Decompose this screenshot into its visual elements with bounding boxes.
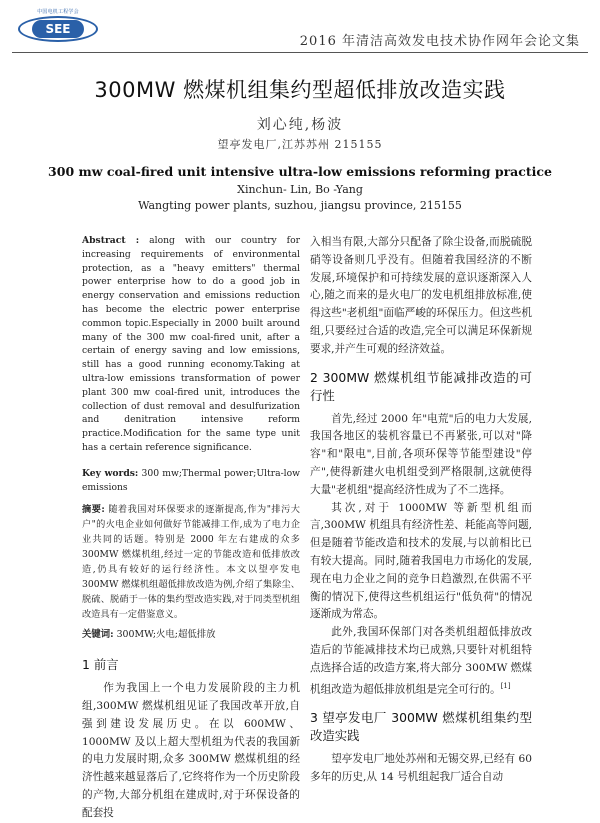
paper-title-cn: 300MW 燃煤机组集约型超低排放改造实践 bbox=[94, 78, 506, 102]
section-2-paragraph-2: 其次,对于 1000MW 等新型机组而言,300MW 机组具有经济性差、耗能高等问题,但是随着节能改造和技术的发展,与以前相比已有较大提高。同时,随着我国电力市场化的发展,现在电力企业之间的竞争日趋激烈,在供需不平衡的情况下,使得这些机组运行"低负荷"的情况逐渐成为常态。 bbox=[310, 501, 532, 621]
keywords-cn bbox=[82, 628, 300, 642]
section-2-paragraph-3-text: 此外,我国环保部门对各类机组超低排放改造后的节能减排技术均已成熟,只要针对机组特点选择合适的改造方案,将大部分 300MW 燃煤机组改造为超低排放机组是完全可行的。 bbox=[310, 626, 532, 696]
section-1-paragraph-continued: 入相当有限,大部分只配备了除尘设备,而脱硫脱硝等设备则几乎没有。但随着我国经济的不断发展,环境保护和可持续发展的意识逐渐深入人心,随之而来的是火电厂的发电机组排放标准,使得这些"老机组"面临严峻的环保压力。但这些机组,只要经过合适的改造,完全可以满足环保新规要求,并产生可观的经济效益。 bbox=[310, 236, 532, 355]
section-1-heading: 1 前言 bbox=[82, 657, 119, 673]
section-1-paragraph: 作为我国上一个电力发展阶段的主力机组,300MW 燃煤机组见证了我国改革开放,自强到建设发展历史。在以 600MW、1000MW 及以上超大型机组为代表的我国新的电力发展时期,众多 300MW 燃煤机组的经济性越来越显落后了,它终将作为一个历史阶段的产物,大部分机组在建成时,对于环保设备的配套投 bbox=[82, 682, 300, 819]
running-title: 2016 年清洁高效发电技术协作网年会论文集 bbox=[299, 34, 580, 49]
csee-logo bbox=[12, 8, 104, 46]
keywords-en bbox=[82, 467, 300, 495]
header-divider bbox=[12, 52, 588, 53]
affiliation-en: Wangting power plants, suzhou, jiangsu province, 215155 bbox=[138, 199, 462, 212]
abstract-en-text: along with our country for increasing requirements of environmental protection, as a "heavy emitters" thermal power enterprise how to do a good job in energy conservation and emissions reduction has become the electric power enterprise common topic.Especially in 2000 built around many of the 300 mw coal-fired unit, after a certain of energy saving and low emissions, still has a good running economy.Taking at ultra-low emissions transformation of power plant 300 mw coal-fired unit, introduces the collection of dust removal and desulfurization and denitration intensive reform practice.Modification for the same type unit has a certain reference significance. bbox=[82, 235, 300, 453]
citation-mark: [1] bbox=[500, 681, 511, 690]
section-2-heading: 2 300MW 燃煤机组节能减排改造的可行性 bbox=[310, 369, 532, 403]
abstract-cn-label: 摘要: bbox=[82, 504, 105, 516]
affiliation-cn: 望亭发电厂,江苏苏州 215155 bbox=[217, 138, 383, 151]
abstract-cn bbox=[82, 502, 300, 622]
abstract-en-label: Abstract : bbox=[82, 235, 140, 246]
authors-en: Xinchun- Lin, Bo -Yang bbox=[237, 183, 363, 196]
keywords-en-text: 300 mw;Thermal power;Ultra-low emissions bbox=[82, 467, 301, 493]
authors-cn: 刘心纯,杨波 bbox=[256, 117, 344, 133]
logo-caption: 中国电机工程学会 bbox=[37, 9, 79, 15]
section-3-paragraph: 望亭发电厂地处苏州和无锡交界,已经有 60 多年的历史,从 14 号机组起我厂适合自动 bbox=[310, 752, 532, 783]
paper-title-en: 300 mw coal-fired unit intensive ultra-low emissions reforming practice bbox=[48, 164, 552, 179]
section-2-paragraph-3 bbox=[310, 624, 532, 699]
right-column bbox=[310, 234, 532, 786]
page-header bbox=[0, 0, 600, 64]
left-column bbox=[82, 234, 300, 823]
keywords-cn-label: 关键词: bbox=[82, 629, 114, 641]
keywords-en-label: Key words: bbox=[82, 467, 139, 479]
logo-text: SEE bbox=[32, 20, 84, 38]
abstract-cn-text: 随着我国对环保要求的逐渐提高,作为"排污大户"的火电企业如何做好节能减排工作,成为了电力企业共同的话题。特别是 2000 年左右建成的众多 300MW 燃煤机组,经过一定的节能改造和低排放改造,仍具有较好的运行经济性。本文以望亭发电 300MW 燃煤机组超低排放改造为例,介绍了集除尘、脱硫、脱硝于一体的集约型改造实践,对于同类型机组改造具有一定借鉴意义。 bbox=[82, 504, 300, 621]
keywords-cn-text: 300MW;火电;超低排放 bbox=[116, 629, 216, 641]
section-3-heading: 3 望亭发电厂 300MW 燃煤机组集约型改造实践 bbox=[310, 709, 532, 743]
section-2-paragraph-1: 首先,经过 2000 年"电荒"后的电力大发展,我国各地区的装机容量已不再紧张,可以对"降容"和"限电",目前,各项环保等节能型建设"停产",使得新建火电机组受到严格限制,这就使得大量"老机组"提高经济性成为了不二选择。 bbox=[310, 412, 532, 496]
abstract-en bbox=[82, 234, 300, 455]
